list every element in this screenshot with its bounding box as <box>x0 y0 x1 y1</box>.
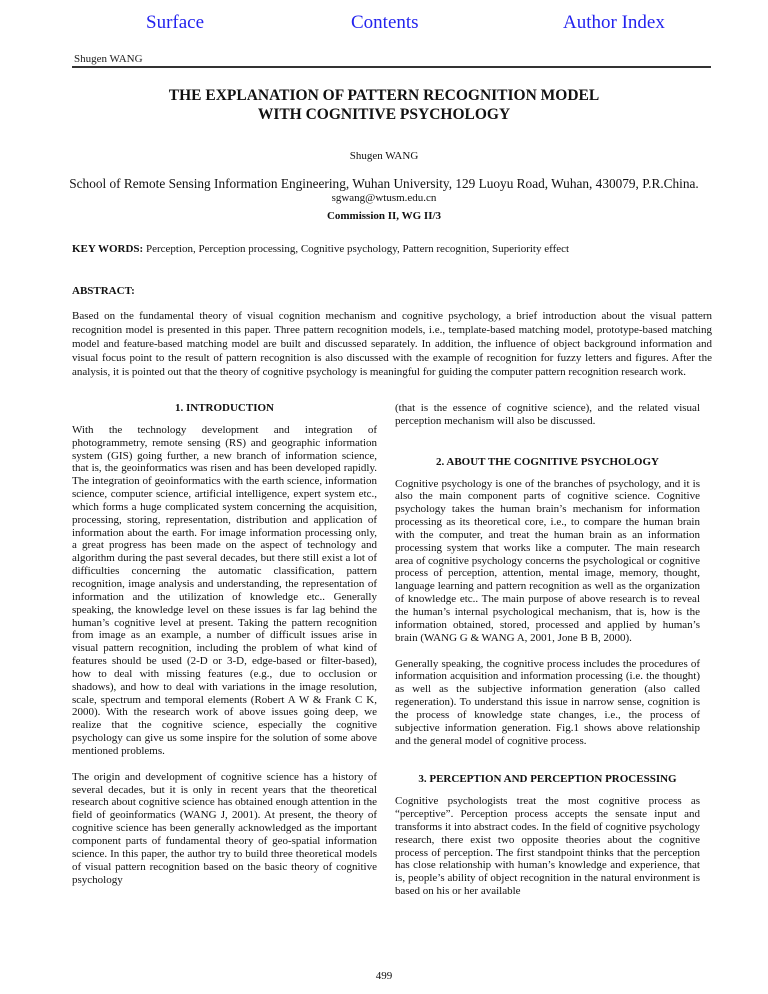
author-index-link[interactable]: Author Index <box>563 12 665 33</box>
left-column <box>72 402 377 886</box>
intro-paragraph-2: The origin and development of cognitive science has a history of several decades, but it is only in recent years that the theoretical research about cognitive science has obtained enough attention in the field of geoinformatics (WANG J, 2001). At present, the theory of cognitive science has been generally acknowledged as the important component parts of fundamental theory of geo-spatial information science. In this paper, the author try to build three theoretical models of visual pattern recognition based on the basic theory of cognitive psychology <box>72 770 377 886</box>
author-email: sgwang@wtusm.edu.cn <box>331 192 437 204</box>
paper-title <box>0 86 768 124</box>
cognitive-paragraph-2: Generally speaking, the cognitive process includes the procedures of information acquisition and information processing (i.e. the thought) as well as the subjective information generation (also called regeneration). To understand this issue in narrow sense, cognition is the process of knowledge state changes, i.e., the process of subjective information generation. Fig.1 shows above relationship and the general model of cognitive process. <box>395 657 700 747</box>
affiliation: School of Remote Sensing Information Engineering, Wuhan University, 129 Luoyu Road, Wuhan, 430079, P.R.China. <box>69 176 699 191</box>
right-column <box>395 402 700 898</box>
commission: Commission II, WG II/3 <box>326 210 442 222</box>
section-1-heading: 1. INTRODUCTION <box>174 402 274 414</box>
surface-link[interactable]: Surface <box>146 12 205 33</box>
abstract-body: Based on the fundamental theory of visual cognition mechanism and cognitive psychology, a brief introduction about the visual pattern recognition model is presented in this paper. Three pattern recognition models, i.e., template-based matching model, prototype-based matching model and feature-based matching model are built and discussed separately. In addition, the influence of object background information and visual focus point to the result of pattern recognition is also discussed with the example of recognition for fuzzy letters and figures. After the analysis, it is pointed out that the theory of cognitive psychology is meaningful for guiding the computer pattern recognition research work. <box>72 310 712 378</box>
keywords-label: KEY WORDS: <box>72 243 144 255</box>
author-name: Shugen WANG <box>349 150 419 162</box>
intro-paragraph-3: (that is the essence of cognitive science), and the related visual perception mechanism will also be discussed. <box>395 402 700 427</box>
abstract-heading: ABSTRACT: <box>72 285 135 297</box>
title-line-2: WITH COGNITIVE PSYCHOLOGY <box>257 106 511 123</box>
page-number: 499 <box>375 970 393 982</box>
section-3-heading: 3. PERCEPTION AND PERCEPTION PROCESSING <box>418 773 677 786</box>
keywords <box>72 243 712 255</box>
contents-link[interactable]: Contents <box>351 12 419 33</box>
title-line-1: THE EXPLANATION OF PATTERN RECOGNITION MODEL <box>168 87 600 104</box>
intro-paragraph-1: With the technology development and integration of photogrammetry, remote sensing (RS) and geographic information system (GIS) going further, a new branch of information science, that is, the geoinformatics was risen and has been developed rapidly. The integration of geoinformatics with the earth science, information science, computer science, artificial intelligence, expert system etc., which forms a huge complicated system concerning the acquisition, processing, storing, representation, distribution and application of information about the earth. For image information processing only, a great progress has been made on the aspect of technology and algorithm during the past several decades, but there still exist a lot of difficulties concerning the automatic classification, pattern recognition, image analysis and understanding, the representation of information and the utilization of knowledge etc.. Generally speaking, the knowledge level on these issues is far lag behind the human’s cognitive level at present. Taking the pattern recognition from image as an example, a number of difficult issues arise in visual pattern recognition, including the problem of what kind of features should be used (2-D or 3-D, edge-based or filter-based), how to deal with missing features (e.g., due to occlusion or shadows), and how to deal with variations in the image resolution, scale, spectrum and temporal elements (Robert A W & Frank C K, 2000). With the research work of above issues going deep, we realize that the cognitive science, especially the cognitive psychology can give us some inspire for the solution of some above mentioned problems. <box>72 423 377 757</box>
cognitive-paragraph-1: Cognitive psychology is one of the branches of psychology, and it is also the main component parts of cognitive science. Cognitive psychology takes the human brain’s mechanism for information processing as its theoretical core, i.e., to compare the human brain with the computer, and treat the human brain as an information processing system that works like a computer. The main research area of cognitive psychology concerns the psychological or cognitive process of perception, attention, mental image, memory, thought, language learning and pattern recognition as well as the organization of knowledge etc.. The main purpose of above research is to reveal the human’s internal psychological mechanism, that is, how is the information obtained, stored, processed and applied by human’s brain (WANG G & WANG A, 2001, Jone B B, 2000). <box>395 477 700 644</box>
top-navigation <box>0 12 768 40</box>
running-head: Shugen WANG <box>74 53 143 65</box>
perception-paragraph-1: Cognitive psychologists treat the most cognitive process as “perceptive”. Perception process accepts the sensate input and transforms it into abstract codes. In the field of cognitive psychology research, there exist two opposite theories about the cognitive process of perception. The first standpoint thinks that the perception has close relationship with human’s knowledge and experience, that is, people’s ability of object recognition in the natural environment is based on his or her available <box>395 795 700 898</box>
keywords-text: Perception, Perception processing, Cognitive psychology, Pattern recognition, Superiority effect <box>143 243 570 255</box>
header-rule <box>72 66 711 68</box>
section-2-heading: 2. ABOUT THE COGNITIVE PSYCHOLOGY <box>435 455 659 468</box>
